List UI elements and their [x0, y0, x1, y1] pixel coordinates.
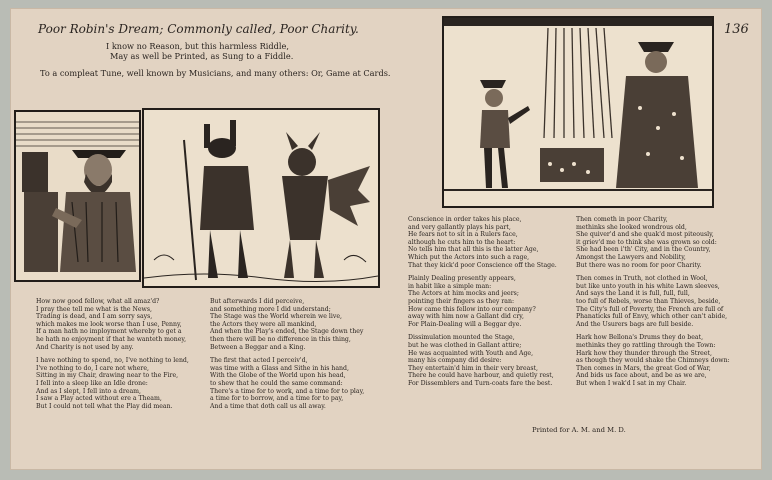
- verse-line: He was acquainted with Youth and Age,: [408, 349, 534, 357]
- verse-line: Sitting in my Chair, drawing near to the Fire,: [36, 372, 179, 380]
- verse-line: Phanaticks full of Envy, which other can't abide,: [576, 313, 728, 321]
- verse-line: was time with a Glass and Sithe in his hand,: [210, 364, 349, 372]
- verse-line: But I could not tell what the Play did mean.: [36, 402, 173, 410]
- verse-line: Which put the Actors into such a rage,: [408, 253, 530, 261]
- devils-illustration: [144, 110, 378, 286]
- verse-line: They entertain'd him in their very breast,: [408, 364, 538, 372]
- verse-line: I've nothing to do, I care not where,: [36, 364, 149, 372]
- verse-line: And the Usurers bags are full beside.: [576, 320, 694, 328]
- stanza: [408, 216, 557, 269]
- page-number: 136: [724, 22, 749, 37]
- verse-line: Between a Beggar and a King.: [210, 343, 306, 351]
- stanza: [576, 275, 730, 328]
- title-poor-robin: Poor Robin's Dream; Commonly called,: [38, 22, 276, 36]
- verse-column-4: [576, 216, 730, 393]
- verse-line: it griev'd me to think she was grown so cold:: [576, 238, 717, 246]
- intro-line-2: May as well be Printed, as Sung to a Fiddle.: [110, 51, 294, 61]
- stanza: [576, 216, 730, 269]
- verse-line: pointing their fingers as they ran:: [408, 297, 515, 305]
- verse-line: The Stage was the World wherein we live,: [210, 313, 343, 321]
- verse-line: No tells him that all this is the latter Age,: [408, 246, 539, 254]
- verse-line: as though they would shake the Chimneys down:: [576, 357, 730, 365]
- verse-line: then there will be no difference in this thing,: [210, 335, 351, 343]
- verse-line: The first that acted I perceiv'd,: [210, 357, 308, 365]
- verse-line: Conscience in order takes his place,: [408, 216, 522, 223]
- verse-line: Trading is dead, and I am sorry says,: [36, 313, 153, 321]
- woodcut-stage: [442, 16, 714, 208]
- verse-line: If a man hath no imployment whereby to get a: [36, 328, 182, 336]
- verse-line: There he could have harbour, and quietly rest,: [408, 372, 554, 380]
- verse-line: And Charity is not used by any.: [36, 343, 134, 351]
- verse-line: How came this fellow into our company?: [408, 305, 536, 313]
- verse-line: Amongst the Lawyers and Nobility,: [576, 253, 686, 261]
- verse-line: Then cometh in poor Charity,: [576, 216, 668, 223]
- verse-line: And says the Land it is full, full, full,: [576, 290, 690, 298]
- verse-line: Hark how they thunder through the Street,: [576, 349, 712, 357]
- stanza: [408, 334, 557, 387]
- verse-line: he hath no enjoyment if that he wanteth money,: [36, 335, 187, 343]
- stanza: [36, 357, 189, 410]
- verse-line: Then comes in Mars, the great God of War,: [576, 364, 711, 372]
- verse-line: I pray thee tell me what is the News,: [36, 305, 152, 313]
- verse-line: And when the Play's ended, the Stage down they: [210, 328, 364, 336]
- verse-line: methinks they go rattling through the Town:: [576, 341, 716, 349]
- verse-line: but like unto youth in his white Lawn sleeves,: [576, 282, 720, 290]
- verse-line: many his company did desire:: [408, 357, 502, 365]
- verse-line: the Actors they were all mankind,: [210, 320, 317, 328]
- woodcut-devils: [142, 108, 380, 288]
- tune-line: To a compleat Tune, well known by Musicians, and many others: Or, Game at Cards.: [40, 68, 391, 78]
- stanza: [36, 298, 189, 351]
- intro-line-1: I know no Reason, but this harmless Riddle,: [106, 41, 289, 51]
- verse-line: And bids us face about, and be as we are,: [576, 372, 707, 380]
- man-at-desk-illustration: [16, 112, 139, 280]
- verse-line: But afterwards I did perceive,: [210, 298, 305, 305]
- verse-line: But there was no room for poor Charity.: [576, 261, 702, 269]
- verse-line: I saw a Play acted without ere a Theam,: [36, 395, 162, 403]
- verse-line: For Plain-Dealing will a Beggar dye.: [408, 320, 522, 328]
- verse-line: I have nothing to spend, no, I've nothing to lend,: [36, 357, 189, 365]
- verse-column-1: [36, 298, 189, 416]
- verse-line: There's a time for to work, and a time for to play,: [210, 387, 365, 395]
- verse-line: in habit like a simple man:: [408, 282, 492, 290]
- stanza: [210, 298, 364, 351]
- verse-line: The Actors at him mocks and jeers;: [408, 290, 519, 298]
- verse-line: I fell into a sleep like an Idle drone:: [36, 379, 148, 387]
- verse-line: a time for to borrow, and a time for to pay,: [210, 395, 344, 403]
- verse-line: Hark how Bellona's Drums they do beat,: [576, 334, 704, 342]
- verse-column-2: [210, 298, 364, 416]
- verse-line: Dissimulation mounted the Stage,: [408, 334, 515, 342]
- verse-line: The City's full of Poverty, the French are full of: [576, 305, 724, 313]
- stage-illustration: [444, 18, 712, 206]
- verse-line: and very gallantly plays his part,: [408, 223, 511, 231]
- verse-line: although he cuts him to the heart:: [408, 238, 516, 246]
- stanza: [408, 275, 557, 328]
- verse-line: which makes me look worse than I use, Penny,: [36, 320, 182, 328]
- verse-line: to shew that he could the same command:: [210, 379, 343, 387]
- verse-line: And a time that doth call us all away.: [210, 402, 326, 410]
- verse-line: but he was clothed in Gallant attire;: [408, 341, 522, 349]
- printer-imprint: Printed for A. M. and M. D.: [532, 426, 626, 434]
- broadside-sheet: [10, 8, 762, 470]
- ballad-title: [38, 22, 359, 36]
- verse-line: How now good fellow, what all amaz'd?: [36, 298, 160, 305]
- verse-column-3: [408, 216, 557, 393]
- verse-line: For Dissemblers and Turn-coats fare the best.: [408, 379, 553, 387]
- stanza: [210, 357, 364, 410]
- verse-line: She had been i'th' City, and in the Country,: [576, 246, 711, 254]
- stanza: [576, 334, 730, 387]
- woodcut-man-at-desk: [14, 110, 141, 282]
- verse-line: too full of Rebels, worse than Thieves, beside,: [576, 297, 721, 305]
- verse-line: methinks she looked wondrous old,: [576, 223, 687, 231]
- verse-line: and something more I did understand;: [210, 305, 331, 313]
- verse-line: With the Globe of the World upon his head,: [210, 372, 346, 380]
- verse-line: Plainly Dealing presently appears,: [408, 275, 516, 283]
- verse-line: Then comes in Truth, not clothed in Wool,: [576, 275, 708, 283]
- title-poor-charity: Poor Charity.: [279, 22, 359, 36]
- verse-line: That they kick'd poor Conscience off the Stage.: [408, 261, 557, 269]
- verse-line: He fears not to sit in a Rulers face,: [408, 231, 518, 239]
- verse-line: She quiver'd and she quak'd most piteously,: [576, 231, 714, 239]
- verse-line: away with him now a Gallant did cry,: [408, 313, 524, 321]
- verse-line: And as I slept, I fell into a dream,: [36, 387, 142, 395]
- verse-line: But when I wak'd I sat in my Chair.: [576, 379, 687, 387]
